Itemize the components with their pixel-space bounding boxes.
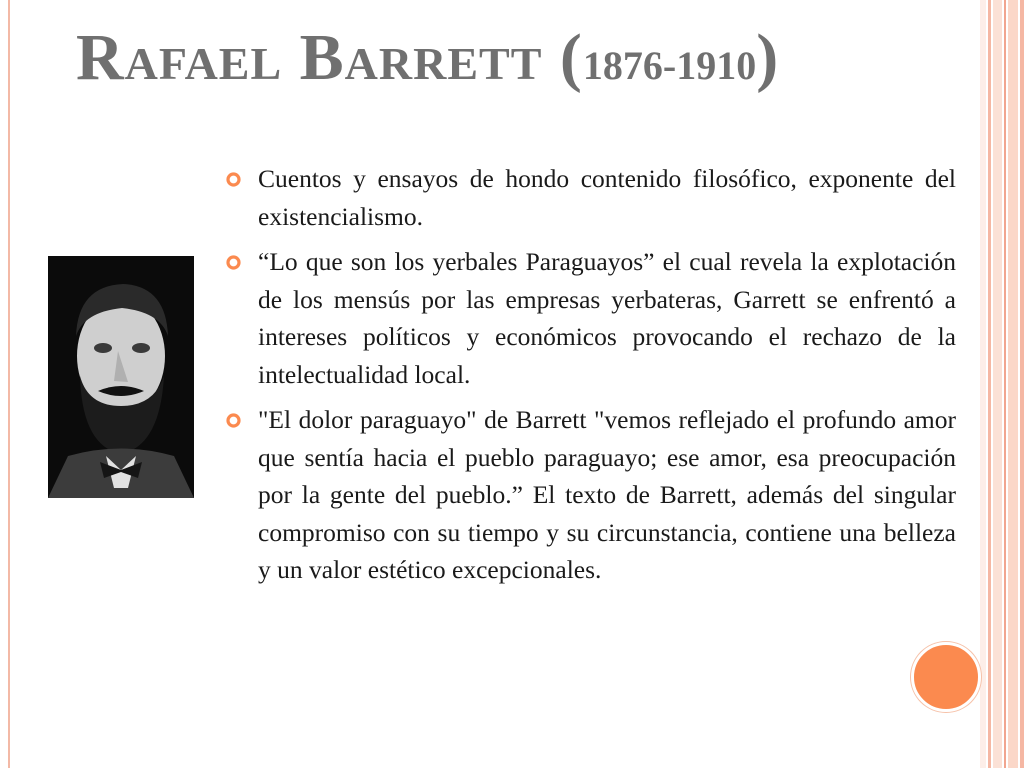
orange-ring-bullet-icon [226, 413, 241, 428]
list-item [226, 160, 956, 235]
title-open-paren: ( [559, 21, 583, 94]
list-item [226, 243, 956, 393]
portrait-image [48, 256, 194, 498]
right-decorative-stripes [980, 0, 1024, 768]
title-close-paren: ) [756, 21, 780, 94]
bullet-text: “Lo que son los yerbales Paraguayos” el cual revela la explotación de los mensús por las empresas yerbateras, Garrett se enfrentó a intereses políticos y económicos provocando el rechazo de la intelectualidad local. [258, 247, 956, 389]
orange-circle-decoration [911, 642, 981, 712]
orange-ring-bullet-icon [226, 255, 241, 270]
left-border-line [0, 0, 10, 768]
portrait-photo [48, 256, 194, 498]
slide-title [76, 18, 956, 97]
bullet-list [226, 160, 956, 597]
orange-ring-bullet-icon [226, 172, 241, 187]
bullet-text: Cuentos y ensayos de hondo contenido filosófico, exponente del existencialismo. [258, 164, 956, 231]
title-name: Rafael Barrett [76, 21, 543, 94]
bullet-text: "El dolor paraguayo" de Barrett "vemos reflejado el profundo amor que sentía hacia el pueblo paraguayo; ese amor, esa preocupación por la gente del pueblo.” El texto de Barrett, además del singular compromiso con su tiempo y su circunstancia, contiene una belleza y un valor estético excepcionales. [258, 405, 956, 584]
list-item [226, 401, 956, 589]
title-years: 1876-1910 [582, 43, 757, 88]
